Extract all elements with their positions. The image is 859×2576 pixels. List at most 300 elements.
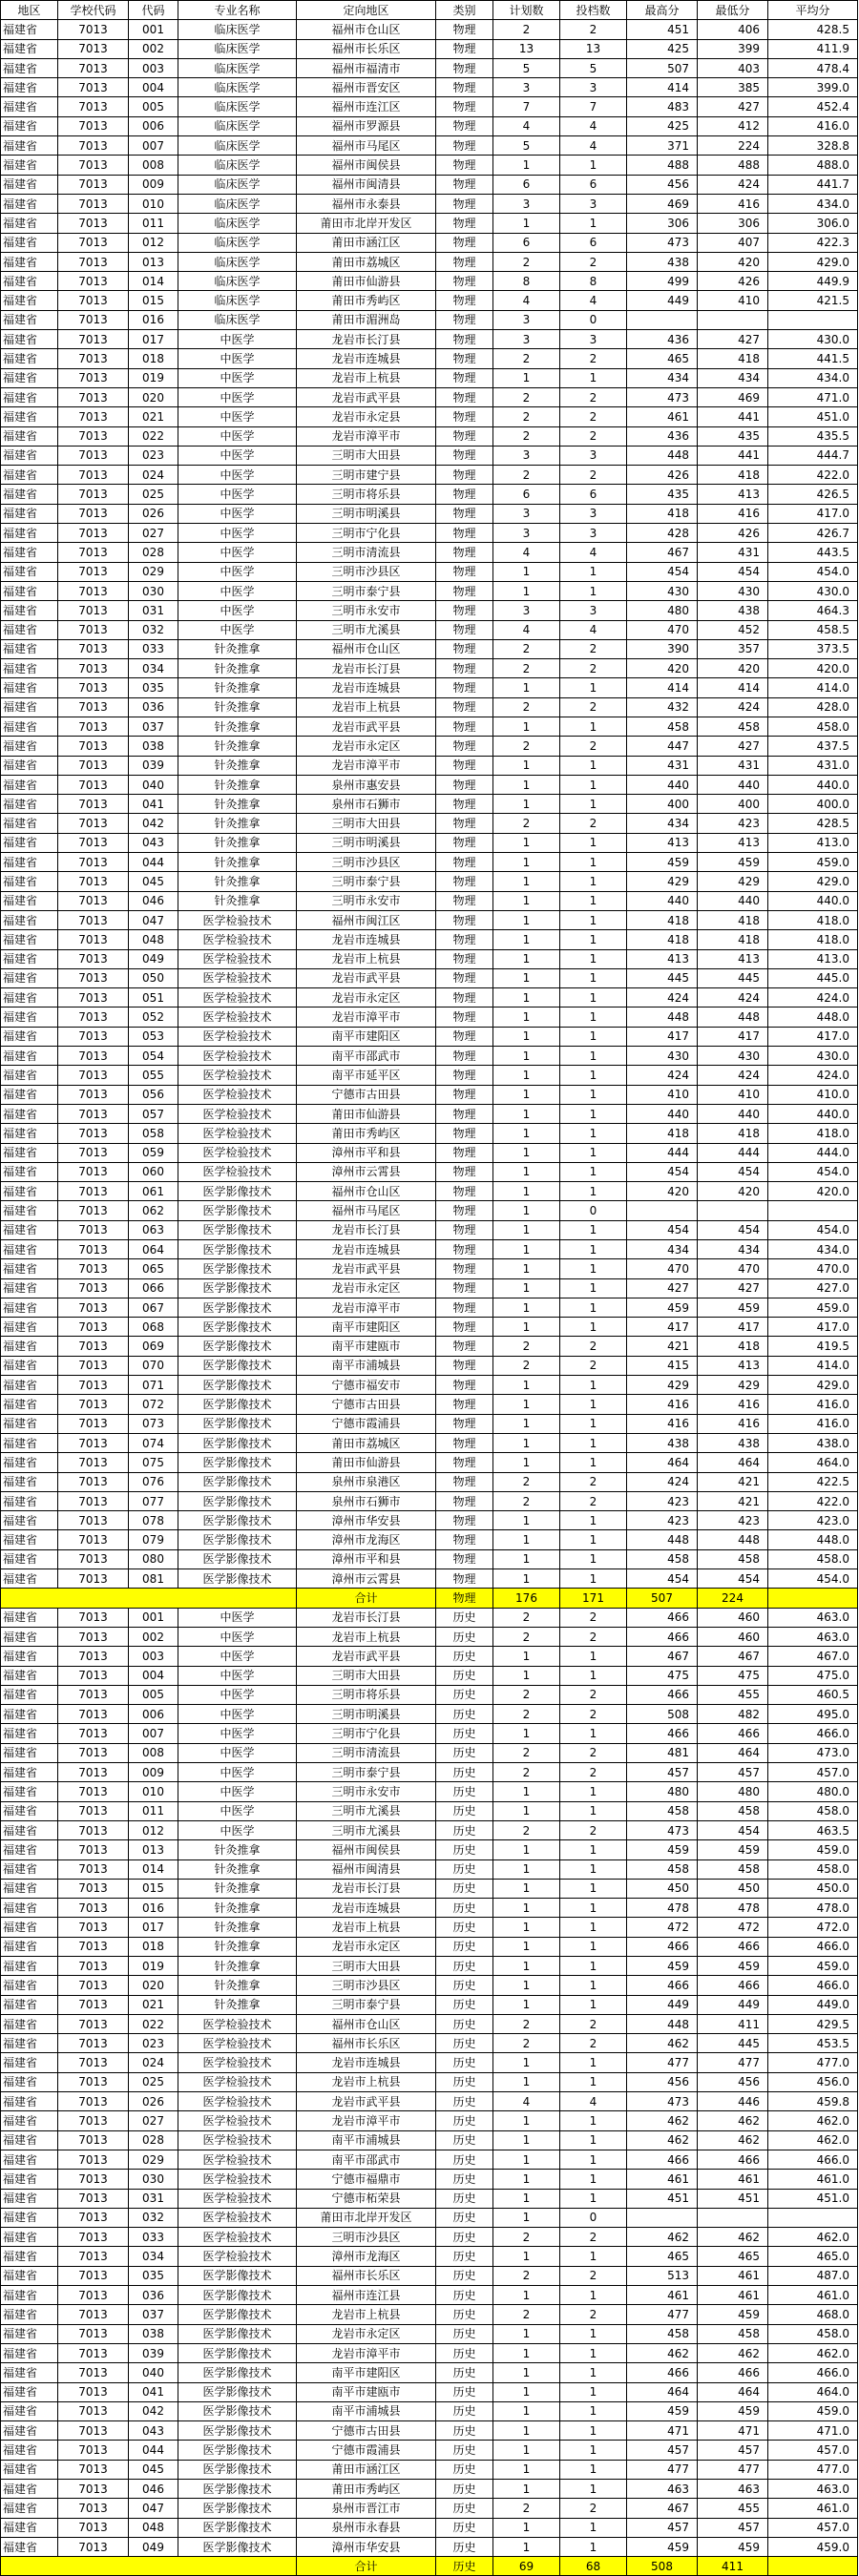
school-code-cell: 7013 [58,1782,129,1801]
table-row [1,2189,858,2208]
max-score-cell: 431 [627,756,698,775]
school-code-cell: 7013 [58,2247,129,2266]
table-row [1,485,858,504]
avg-score-cell: 464.0 [768,1453,858,1472]
category-cell: 历史 [436,2092,493,2111]
table-row [1,717,858,736]
table-row [1,1820,858,1839]
target-area-cell: 泉州市永春县 [297,2518,436,2537]
school-code-cell: 7013 [58,2092,129,2111]
school-code-cell: 7013 [58,795,129,814]
region-cell: 福建省 [1,175,58,194]
plan-count-cell: 3 [493,330,560,349]
target-area-cell: 南平市浦城县 [297,2130,436,2150]
region-cell: 福建省 [1,1066,58,1085]
cast-count-cell: 4 [560,291,627,310]
avg-score-cell: 466.0 [768,1724,858,1743]
min-score-cell: 464 [698,2382,768,2401]
max-score-cell: 473 [627,2092,698,2111]
avg-score-cell: 463.0 [768,1608,858,1627]
cast-count-cell: 1 [560,1549,627,1568]
table-row [1,330,858,349]
avg-score-cell: 466.0 [768,2150,858,2169]
school-code-cell: 7013 [58,1104,129,1123]
target-area-cell: 泉州市石狮市 [297,795,436,814]
target-area-cell: 龙岩市永定区 [297,988,436,1008]
avg-score-cell: 458.0 [768,2324,858,2343]
category-cell: 历史 [436,2266,493,2285]
avg-score-cell: 434.0 [768,1240,858,1259]
cast-count-cell: 1 [560,2072,627,2091]
table-row [1,310,858,329]
max-score-cell: 480 [627,601,698,620]
avg-score-cell: 473.0 [768,1743,858,1762]
cast-count-cell: 1 [560,1395,627,1414]
target-area-cell: 三明市大田县 [297,1956,436,1975]
plan-count-cell: 4 [493,291,560,310]
max-score-cell: 458 [627,717,698,736]
cast-count-cell: 1 [560,214,627,233]
plan-count-cell: 1 [493,2247,560,2266]
code-cell: 017 [129,330,178,349]
code-cell: 032 [129,620,178,639]
region-cell: 福建省 [1,1278,58,1298]
region-cell: 福建省 [1,2247,58,2266]
min-score-cell: 457 [698,2441,768,2460]
avg-score-cell: 438.0 [768,1433,858,1452]
plan-count-cell: 1 [493,2150,560,2169]
major-cell: 中医学 [178,1763,297,1782]
cast-count-cell: 1 [560,1104,627,1123]
target-area-cell: 三明市尤溪县 [297,1820,436,1839]
code-cell: 066 [129,1278,178,1298]
category-cell: 物理 [436,1066,493,1085]
table-row [1,233,858,252]
total-row [1,1589,858,1608]
cast-count-cell: 2 [560,1743,627,1762]
max-score-cell: 430 [627,1047,698,1066]
avg-score-cell: 416.0 [768,116,858,135]
total-min: 224 [698,1589,768,1608]
min-score-cell: 413 [698,833,768,852]
table-row [1,1724,858,1743]
category-cell: 物理 [436,1143,493,1162]
plan-count-cell: 2 [493,814,560,833]
school-code-cell: 7013 [58,1724,129,1743]
major-cell: 医学影像技术 [178,1278,297,1298]
max-score-cell: 456 [627,2072,698,2091]
cast-count-cell: 1 [560,1801,627,1820]
school-code-cell: 7013 [58,2518,129,2537]
region-cell: 福建省 [1,387,58,406]
target-area-cell: 龙岩市长汀县 [297,1879,436,1898]
category-cell: 历史 [436,2208,493,2227]
target-area-cell: 三明市大田县 [297,1666,436,1685]
max-score-cell: 462 [627,2228,698,2247]
max-score-cell: 461 [627,407,698,426]
major-cell: 针灸推拿 [178,1976,297,1995]
avg-score-cell: 430.0 [768,1047,858,1066]
table-row [1,214,858,233]
region-cell: 福建省 [1,1337,58,1356]
max-score-cell: 428 [627,524,698,543]
category-cell: 物理 [436,156,493,175]
code-cell: 079 [129,1530,178,1549]
plan-count-cell: 2 [493,2305,560,2324]
category-cell: 历史 [436,1608,493,1627]
physics-rows [1,20,858,1589]
code-cell: 067 [129,1298,178,1317]
school-code-cell: 7013 [58,2072,129,2091]
min-score-cell: 429 [698,1376,768,1395]
plan-count-cell: 6 [493,485,560,504]
target-area-cell: 龙岩市上杭县 [297,949,436,968]
table-row [1,1511,858,1530]
table-row [1,116,858,135]
region-cell: 福建省 [1,504,58,523]
major-cell: 中医学 [178,330,297,349]
min-score-cell: 424 [698,1066,768,1085]
category-cell: 物理 [436,58,493,77]
cast-count-cell: 1 [560,1530,627,1549]
cast-count-cell: 1 [560,1162,627,1181]
region-cell: 福建省 [1,833,58,852]
target-area-cell: 漳州市华安县 [297,2537,436,2556]
target-area-cell: 三明市大田县 [297,446,436,465]
avg-score-cell: 422.0 [768,466,858,485]
code-cell: 070 [129,1356,178,1375]
code-cell: 005 [129,1685,178,1704]
table-row [1,2382,858,2401]
avg-score-cell: 463.5 [768,1820,858,1839]
plan-count-cell: 1 [493,2363,560,2382]
min-score-cell: 411 [698,2014,768,2033]
table-row [1,833,858,852]
target-area-cell: 龙岩市漳平市 [297,2111,436,2130]
cast-count-cell: 1 [560,368,627,387]
cast-count-cell: 1 [560,1240,627,1259]
max-score-cell: 469 [627,194,698,213]
max-score-cell: 458 [627,1549,698,1568]
code-cell: 071 [129,1376,178,1395]
min-score-cell: 417 [698,1027,768,1046]
table-row [1,1433,858,1452]
plan-count-cell: 1 [493,214,560,233]
cast-count-cell: 5 [560,58,627,77]
plan-count-cell: 13 [493,39,560,58]
school-code-cell: 7013 [58,1569,129,1589]
major-cell: 中医学 [178,1782,297,1801]
code-cell: 003 [129,1647,178,1666]
region-cell: 福建省 [1,252,58,271]
target-area-cell: 宁德市霞浦县 [297,2441,436,2460]
table-row [1,1220,858,1239]
min-score-cell: 478 [698,1899,768,1918]
major-cell: 中医学 [178,504,297,523]
target-area-cell: 三明市明溪县 [297,833,436,852]
cast-count-cell: 2 [560,349,627,368]
max-score-cell: 471 [627,2421,698,2441]
total-label: 合计 [297,2557,436,2576]
plan-count-cell: 4 [493,620,560,639]
plan-count-cell: 1 [493,1240,560,1259]
table-row [1,1995,858,2014]
region-cell: 福建省 [1,601,58,620]
max-score-cell: 466 [627,2150,698,2169]
max-score-cell: 454 [627,1569,698,1589]
min-score-cell: 472 [698,1918,768,1937]
code-cell: 020 [129,1976,178,1995]
table-row [1,814,858,833]
category-cell: 物理 [436,853,493,872]
plan-count-cell: 1 [493,891,560,910]
max-score-cell: 436 [627,426,698,446]
avg-score-cell: 424.0 [768,988,858,1008]
plan-count-cell: 2 [493,1337,560,1356]
category-cell: 历史 [436,2421,493,2441]
code-cell: 002 [129,1627,178,1646]
cast-count-cell: 1 [560,581,627,600]
avg-score-cell: 451.0 [768,2189,858,2208]
table-row [1,2208,858,2227]
school-code-cell: 7013 [58,233,129,252]
major-cell: 临床医学 [178,39,297,58]
school-code-cell: 7013 [58,272,129,291]
plan-count-cell: 1 [493,1085,560,1104]
target-area-cell: 宁德市福安市 [297,1376,436,1395]
category-cell: 物理 [436,1453,493,1472]
target-area-cell: 莆田市湄洲岛 [297,310,436,329]
school-code-cell: 7013 [58,1627,129,1646]
avg-score-cell: 448.0 [768,1530,858,1549]
code-cell: 038 [129,737,178,756]
avg-score-cell: 459.0 [768,1298,858,1317]
category-cell: 物理 [436,620,493,639]
school-code-cell: 7013 [58,697,129,717]
category-cell: 历史 [436,1820,493,1839]
school-code-cell: 7013 [58,1008,129,1027]
region-cell: 福建省 [1,1705,58,1724]
min-score-cell: 424 [698,175,768,194]
region-cell: 福建省 [1,39,58,58]
school-code-cell: 7013 [58,524,129,543]
plan-count-cell: 1 [493,562,560,581]
avg-score-cell: 445.0 [768,968,858,987]
avg-score-cell: 414.0 [768,1356,858,1375]
physics-total [1,1589,858,1608]
cast-count-cell: 2 [560,426,627,446]
region-cell: 福建省 [1,1047,58,1066]
code-cell: 047 [129,910,178,929]
col-header: 地区 [1,1,58,20]
table-row [1,466,858,485]
target-area-cell: 漳州市平和县 [297,1549,436,1568]
table-row [1,1763,858,1782]
table-row [1,1278,858,1298]
school-code-cell: 7013 [58,2537,129,2556]
region-cell: 福建省 [1,581,58,600]
school-code-cell: 7013 [58,2305,129,2324]
major-cell: 中医学 [178,543,297,562]
school-code-cell: 7013 [58,814,129,833]
min-score-cell: 456 [698,2072,768,2091]
target-area-cell: 福州市仓山区 [297,20,436,39]
region-cell: 福建省 [1,1627,58,1646]
category-cell: 历史 [436,1666,493,1685]
plan-count-cell: 2 [493,349,560,368]
major-cell: 临床医学 [178,310,297,329]
min-score-cell: 416 [698,194,768,213]
cast-count-cell: 1 [560,1918,627,1937]
table-row [1,1549,858,1568]
max-score-cell: 449 [627,1995,698,2014]
avg-score-cell: 458.0 [768,1549,858,1568]
major-cell: 医学检验技术 [178,949,297,968]
region-cell: 福建省 [1,930,58,949]
table-row [1,1201,858,1220]
avg-score-cell: 440.0 [768,1104,858,1123]
school-code-cell: 7013 [58,1278,129,1298]
target-area-cell: 三明市泰宁县 [297,581,436,600]
target-area-cell: 福州市仓山区 [297,2014,436,2033]
target-area-cell: 龙岩市武平县 [297,1647,436,1666]
avg-score-cell: 435.5 [768,426,858,446]
plan-count-cell: 2 [493,466,560,485]
avg-score-cell: 422.0 [768,1491,858,1510]
school-code-cell: 7013 [58,1666,129,1685]
cast-count-cell: 0 [560,1201,627,1220]
category-cell: 历史 [436,2305,493,2324]
major-cell: 医学检验技术 [178,2228,297,2247]
category-cell: 物理 [436,1220,493,1239]
plan-count-cell: 1 [493,1840,560,1859]
major-cell: 中医学 [178,1666,297,1685]
max-score-cell: 417 [627,1318,698,1337]
table-row [1,1395,858,1414]
school-code-cell: 7013 [58,2053,129,2072]
plan-count-cell: 2 [493,1763,560,1782]
code-cell: 001 [129,20,178,39]
category-cell: 历史 [436,2228,493,2247]
cast-count-cell: 1 [560,1995,627,2014]
code-cell: 077 [129,1491,178,1510]
max-score-cell: 478 [627,1899,698,1918]
cast-count-cell: 1 [560,1278,627,1298]
major-cell: 临床医学 [178,156,297,175]
code-cell: 019 [129,1956,178,1975]
table-row [1,988,858,1008]
category-cell: 物理 [436,891,493,910]
category-cell: 历史 [436,1801,493,1820]
code-cell: 013 [129,252,178,271]
category-cell: 历史 [436,2150,493,2169]
cast-count-cell: 1 [560,1318,627,1337]
table-row [1,1491,858,1510]
table-row [1,872,858,891]
max-score-cell: 435 [627,485,698,504]
major-cell: 医学影像技术 [178,1376,297,1395]
max-score-cell: 507 [627,58,698,77]
table-row [1,1162,858,1181]
code-cell: 050 [129,968,178,987]
avg-score-cell: 421.5 [768,291,858,310]
plan-count-cell: 3 [493,601,560,620]
code-cell: 009 [129,175,178,194]
max-score-cell: 450 [627,1879,698,1898]
code-cell: 038 [129,2324,178,2343]
major-cell: 中医学 [178,426,297,446]
avg-score-cell: 419.5 [768,1337,858,1356]
target-area-cell: 三明市泰宁县 [297,872,436,891]
target-area-cell: 龙岩市长汀县 [297,330,436,349]
max-score-cell: 418 [627,1124,698,1143]
total-cast: 171 [560,1589,627,1608]
avg-score-cell: 414.0 [768,678,858,697]
target-area-cell: 福州市罗源县 [297,116,436,135]
table-row [1,1104,858,1123]
major-cell: 中医学 [178,562,297,581]
avg-score-cell: 413.0 [768,949,858,968]
min-score-cell: 412 [698,116,768,135]
major-cell: 针灸推拿 [178,659,297,678]
region-cell: 福建省 [1,1840,58,1859]
min-score-cell: 462 [698,2343,768,2362]
min-score-cell: 414 [698,678,768,697]
max-score-cell: 400 [627,795,698,814]
major-cell: 中医学 [178,1820,297,1839]
col-header: 专业名称 [178,1,297,20]
min-score-cell: 470 [698,1259,768,1278]
total-avg [768,2557,858,2576]
target-area-cell: 宁德市古田县 [297,1085,436,1104]
table-row [1,639,858,658]
region-cell: 福建省 [1,2401,58,2420]
major-cell: 医学影像技术 [178,1511,297,1530]
region-cell: 福建省 [1,968,58,987]
table-row [1,291,858,310]
avg-score-cell: 458.5 [768,620,858,639]
avg-score-cell: 463.0 [768,2480,858,2499]
school-code-cell: 7013 [58,1491,129,1510]
min-score-cell: 465 [698,2247,768,2266]
target-area-cell: 三明市宁化县 [297,524,436,543]
plan-count-cell: 1 [493,1376,560,1395]
plan-count-cell: 6 [493,233,560,252]
target-area-cell: 龙岩市永定区 [297,1937,436,1956]
school-code-cell: 7013 [58,39,129,58]
region-cell: 福建省 [1,407,58,426]
code-cell: 030 [129,581,178,600]
table-row [1,1705,858,1724]
school-code-cell: 7013 [58,368,129,387]
table-row [1,1956,858,1975]
avg-score-cell: 410.0 [768,1085,858,1104]
cast-count-cell: 1 [560,853,627,872]
school-code-cell: 7013 [58,1763,129,1782]
max-score-cell: 416 [627,1395,698,1414]
target-area-cell: 泉州市晋江市 [297,2499,436,2518]
plan-count-cell: 1 [493,2053,560,2072]
min-score-cell: 450 [698,1879,768,1898]
plan-count-cell: 2 [493,1743,560,1762]
max-score-cell: 480 [627,1782,698,1801]
min-score-cell: 420 [698,1182,768,1201]
cast-count-cell: 1 [560,1414,627,1433]
table-row [1,1937,858,1956]
target-area-cell: 龙岩市连城县 [297,349,436,368]
target-area-cell: 漳州市云霄县 [297,1569,436,1589]
avg-score-cell: 420.0 [768,659,858,678]
